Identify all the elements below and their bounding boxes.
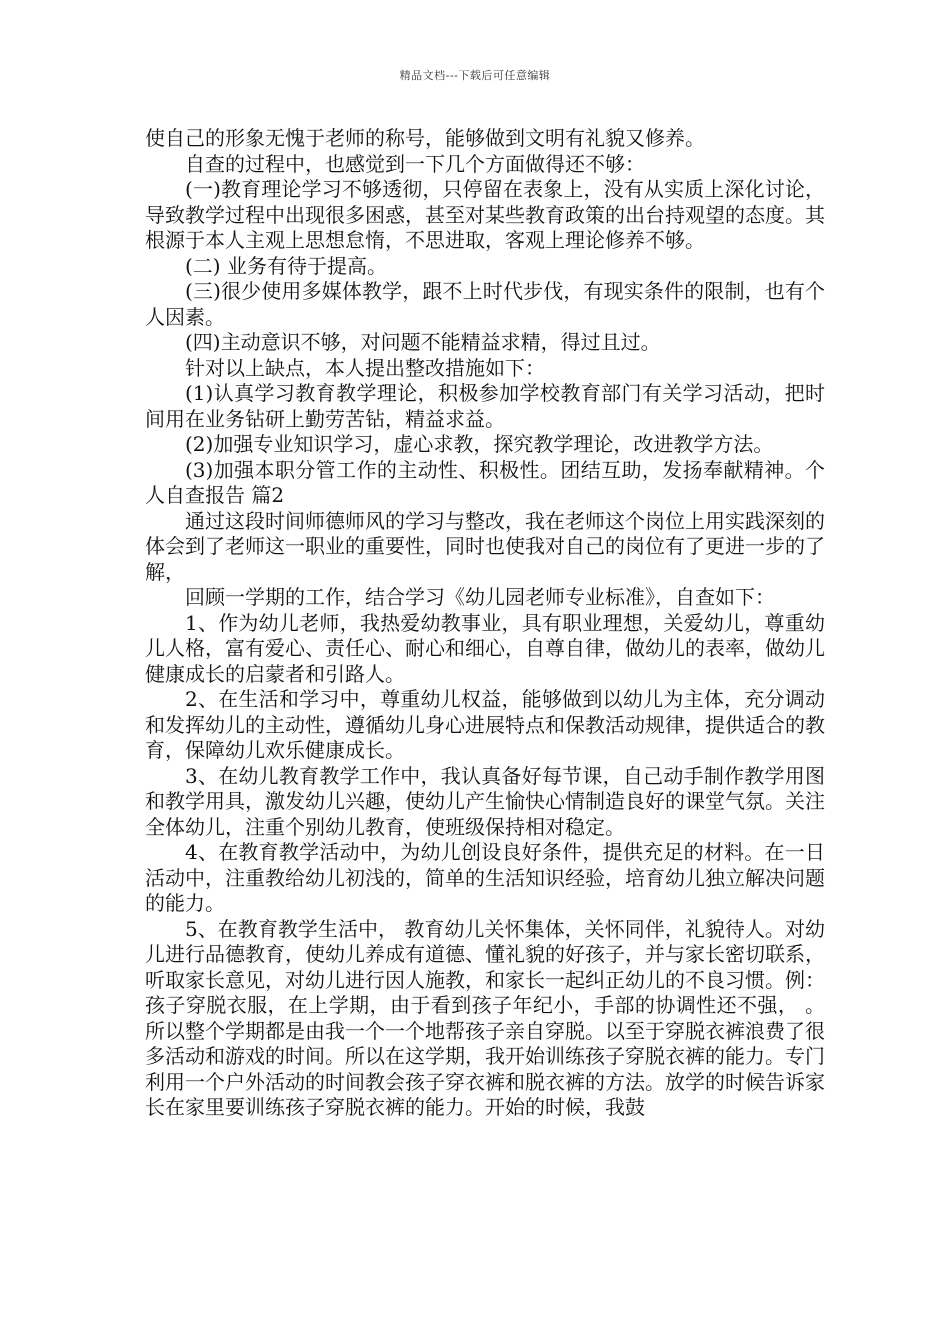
paragraph: 5、在教育教学生活中， 教育幼儿关怀集体，关怀同伴，礼貌待人。对幼儿进行品德教育，使幼儿养成有道德、懂礼貌的好孩子，并与家长密切联系，听取家长意见，对幼儿进行因人施教，和家长一起纠正幼儿的不良习惯。例：孩子穿脱衣服，在上学期，由于看到孩子年纪小，手部的协调性还不强， 。所以整个学期都是由我一个一个地帮孩子亲自穿脱。以至于穿脱衣裤浪费了很多活动和游戏的时间。所以在这学期，我开始训练孩子穿脱衣裤的能力。专门利用一个户外活动的时间教会孩子穿衣裤和脱衣裤的方法。放学的时候告诉家长在家里要训练孩子穿脱衣裤的能力。开始的时候，我鼓 [145,916,825,1119]
page-header: 精品文档---下载后可任意编辑 [399,69,551,82]
paragraph: 针对以上缺点，本人提出整改措施如下： [185,355,545,380]
paragraph: (二) 业务有待于提高。 [185,253,387,278]
paragraph: 回顾一学期的工作，结合学习《幼儿园老师专业标准》，自查如下： [185,585,775,609]
paragraph: 3、在幼儿教育教学工作中，我认真备好每节课，自己动手制作教学用图和教学用具，激发幼儿兴趣，使幼儿产生愉快心情制造良好的课堂气氛。关注全体幼儿，注重个别幼儿教育，使班级保持相对稳定。 [145,763,825,839]
paragraph: (一)教育理论学习不够透彻，只停留在表象上，没有从实质上深化讨论，导致教学过程中出现很多困惑，甚至对某些教育政策的出台持观望的态度。其根源于本人主观上思想怠惰，不思进取，客观上理论修养不够。 [145,177,825,252]
paragraph: 自查的过程中，也感觉到一下几个方面做得还不够： [185,151,645,176]
paragraph: 使自己的形象无愧于老师的称号，能够做到文明有礼貌又修养。 [145,126,705,150]
paragraph: (3)加强本职分管工作的主动性、积极性。团结互助，发扬奉献精神。个人自查报告 篇2 [145,457,825,507]
document-body [145,126,825,1121]
paragraph: 2、在生活和学习中，尊重幼儿权益，能够做到以幼儿为主体，充分调动和发挥幼儿的主动性，遵循幼儿身心进展特点和保教活动规律，提供适合的教育，保障幼儿欢乐健康成长。 [145,687,825,762]
paragraph: (2)加强专业知识学习，虚心求教，探究教学理论，改进教学方法。 [185,432,774,456]
paragraph: 4、在教育教学活动中，为幼儿创设良好条件，提供充足的材料。在一日活动中，注重教给幼儿初浅的，简单的生活知识经验，培育幼儿独立解决问题的能力。 [145,840,825,915]
paragraph: (四)主动意识不够，对问题不能精益求精，得过且过。 [185,330,661,354]
paragraph: (1)认真学习教育教学理论，积极参加学校教育部门有关学习活动，把时间用在业务钻研上勤劳苦钻，精益求益。 [145,381,825,431]
paragraph: 1、作为幼儿老师，我热爱幼教事业，具有职业理想，关爱幼儿，尊重幼儿人格，富有爱心、责任心、耐心和细心，自尊自律，做幼儿的表率，做幼儿健康成长的启蒙者和引路人。 [145,610,825,686]
paragraph: 通过这段时间师德师风的学习与整改，我在老师这个岗位上用实践深刻的体会到了老师这一职业的重要性，同时也使我对自己的岗位有了更进一步的了解， [145,508,825,584]
paragraph: (三)很少使用多媒体教学，跟不上时代步伐，有现实条件的限制，也有个人因素。 [145,279,825,329]
